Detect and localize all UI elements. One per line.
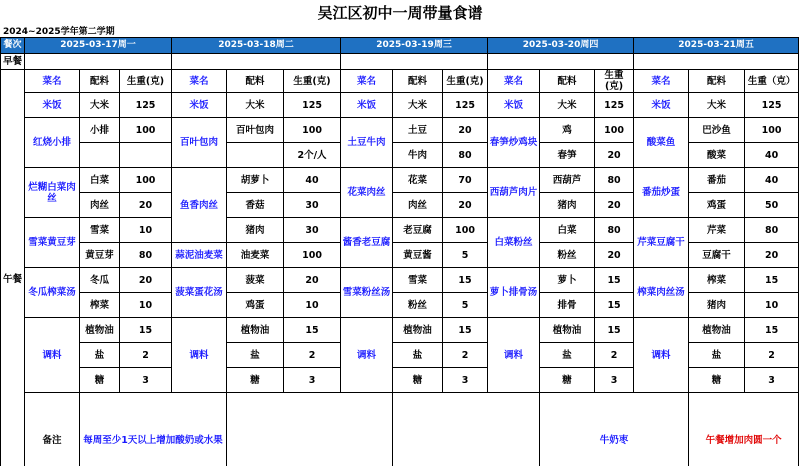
raw-weight: 15 [443,318,488,343]
ingredient: 菠菜 [227,268,284,293]
raw-weight: 2 [595,343,634,368]
raw-weight: 20 [120,193,172,218]
dish-name: 番茄炒蛋 [634,168,689,218]
raw-weight: 3 [595,368,634,393]
ingredient: 肉丝 [393,193,443,218]
dish-name: 花菜肉丝 [341,168,393,218]
ingredient: 黄豆芽 [80,243,120,268]
raw-weight: 20 [443,118,488,143]
ingredient: 黄豆酱 [393,243,443,268]
raw-weight: 20 [284,268,341,293]
ingredient-column-header: 配料 [80,70,120,93]
raw-weight: 2个/人 [284,143,341,168]
ingredient: 猪肉 [689,293,745,318]
ingredient: 雪菜 [393,268,443,293]
raw-weight: 15 [284,318,341,343]
raw-weight: 10 [120,218,172,243]
day-header: 2025-03-17周一 [25,38,172,54]
raw-weight: 125 [745,93,799,118]
ingredient: 猪肉 [540,193,595,218]
raw-weight: 40 [745,143,799,168]
remark-row [1,393,799,466]
ingredient: 鸡蛋 [689,193,745,218]
raw-weight: 100 [595,118,634,143]
ingredient: 糖 [393,368,443,393]
ingredient: 盐 [540,343,595,368]
ingredient: 白菜 [80,168,120,193]
dish-name: 米饭 [341,93,393,118]
lunch-label: 午餐 [1,70,25,466]
raw-weight: 40 [745,168,799,193]
ingredient: 糖 [689,368,745,393]
ingredient: 土豆 [393,118,443,143]
menu-row [1,318,799,343]
ingredient: 粉丝 [540,243,595,268]
dish-name: 红烧小排 [25,118,80,168]
ingredient: 植物油 [393,318,443,343]
raw-weight: 5 [443,243,488,268]
raw-weight: 3 [443,368,488,393]
raw-weight: 3 [284,368,341,393]
weight-column-header: 生重(克) [443,70,488,93]
raw-weight: 5 [443,293,488,318]
dish-name: 白菜粉丝 [488,218,540,268]
raw-weight: 10 [745,293,799,318]
dish-column-header: 菜名 [341,70,393,93]
weight-column-header: 生重（克） [745,70,799,93]
raw-weight: 10 [120,293,172,318]
dish-name: 烂糊白菜肉丝 [25,168,80,218]
raw-weight: 20 [120,268,172,293]
ingredient: 芹菜 [689,218,745,243]
day-header: 2025-03-18周二 [172,38,341,54]
raw-weight: 30 [284,193,341,218]
dish-name: 酸菜鱼 [634,118,689,168]
header-row [1,38,799,54]
raw-weight: 2 [745,343,799,368]
raw-weight: 2 [443,343,488,368]
ingredient: 大米 [80,93,120,118]
day-header: 2025-03-21周五 [634,38,799,54]
ingredient: 油麦菜 [227,243,284,268]
dish-name: 西葫芦肉片 [488,168,540,218]
dish-name: 酱香老豆腐 [341,218,393,268]
sub-header-row [1,70,799,93]
menu-row [1,268,799,293]
raw-weight: 3 [120,368,172,393]
raw-weight: 15 [595,318,634,343]
dish-name: 调料 [25,318,80,393]
ingredient: 大米 [689,93,745,118]
ingredient: 盐 [227,343,284,368]
raw-weight: 100 [443,218,488,243]
ingredient: 榨菜 [689,268,745,293]
ingredient: 糖 [80,368,120,393]
raw-weight: 15 [745,268,799,293]
day-header: 2025-03-20周四 [488,38,634,54]
dish-name: 榨菜肉丝汤 [634,268,689,318]
ingredient: 番茄 [689,168,745,193]
weight-column-header: 生重(克) [284,70,341,93]
breakfast-label: 早餐 [1,54,25,70]
ingredient: 盐 [689,343,745,368]
ingredient: 糖 [227,368,284,393]
dish-name: 调料 [341,318,393,393]
raw-weight: 80 [443,143,488,168]
ingredient-column-header: 配料 [227,70,284,93]
ingredient-column-header: 配料 [689,70,745,93]
ingredient: 冬瓜 [80,268,120,293]
raw-weight: 125 [120,93,172,118]
raw-weight: 2 [120,343,172,368]
meal-column-header: 餐次 [1,38,25,54]
dish-name: 土豆牛肉 [341,118,393,168]
ingredient: 盐 [80,343,120,368]
dish-column-header: 菜名 [634,70,689,93]
raw-weight: 20 [595,143,634,168]
ingredient: 胡萝卜 [227,168,284,193]
ingredient: 植物油 [80,318,120,343]
ingredient: 大米 [393,93,443,118]
raw-weight: 10 [284,293,341,318]
ingredient: 西葫芦 [540,168,595,193]
ingredient: 巴沙鱼 [689,118,745,143]
dish-name: 萝卜排骨汤 [488,268,540,318]
raw-weight: 125 [443,93,488,118]
menu-row [1,118,799,143]
ingredient: 猪肉 [227,218,284,243]
dish-name: 菠菜蛋花汤 [172,268,227,318]
menu-row [1,218,799,243]
ingredient: 排骨 [540,293,595,318]
day-header: 2025-03-19周三 [341,38,488,54]
raw-weight: 20 [595,243,634,268]
ingredient: 香菇 [227,193,284,218]
dish-column-header: 菜名 [172,70,227,93]
raw-weight: 80 [595,168,634,193]
raw-weight: 15 [443,268,488,293]
term-label: 2024~2025学年第二学期 [3,27,115,37]
day-remark: 午餐增加肉圆一个 [689,393,799,466]
raw-weight [120,143,172,168]
raw-weight: 50 [745,193,799,218]
ingredient: 糖 [540,368,595,393]
day-remark [227,393,393,466]
ingredient: 肉丝 [80,193,120,218]
ingredient: 雪菜 [80,218,120,243]
ingredient-column-header: 配料 [393,70,443,93]
breakfast-row [1,54,799,70]
raw-weight: 40 [284,168,341,193]
dish-name: 调料 [172,318,227,393]
ingredient: 大米 [227,93,284,118]
dish-name: 芹菜豆腐干 [634,218,689,268]
ingredient: 植物油 [540,318,595,343]
dish-name: 春笋炒鸡块 [488,118,540,168]
menu-row [1,93,799,118]
ingredient: 大米 [540,93,595,118]
menu-row [1,168,799,193]
dish-name: 冬瓜榨菜汤 [25,268,80,318]
raw-weight: 15 [595,293,634,318]
dish-name: 调料 [488,318,540,393]
ingredient: 花菜 [393,168,443,193]
ingredient: 老豆腐 [393,218,443,243]
day-remark [393,393,540,466]
raw-weight: 100 [120,168,172,193]
raw-weight: 20 [443,193,488,218]
ingredient: 鸡蛋 [227,293,284,318]
dish-name: 米饭 [634,93,689,118]
day-remark: 牛奶枣 [540,393,689,466]
weight-column-header: 生重(克) [120,70,172,93]
raw-weight: 30 [284,218,341,243]
ingredient: 豆腐干 [689,243,745,268]
ingredient: 酸菜 [689,143,745,168]
dish-name: 雪菜粉丝汤 [341,268,393,318]
ingredient: 白菜 [540,218,595,243]
raw-weight: 100 [745,118,799,143]
weight-column-header: 生重(克) [595,70,634,93]
day-remark: 每周至少1天以上增加酸奶或水果 [80,393,227,466]
raw-weight: 100 [120,118,172,143]
raw-weight: 125 [284,93,341,118]
dish-name: 鱼香肉丝 [172,168,227,243]
raw-weight: 100 [284,118,341,143]
dish-column-header: 菜名 [25,70,80,93]
ingredient: 萝卜 [540,268,595,293]
dish-column-header: 菜名 [488,70,540,93]
ingredient [227,143,284,168]
raw-weight: 70 [443,168,488,193]
ingredient: 百叶包肉 [227,118,284,143]
raw-weight: 20 [745,243,799,268]
ingredient: 春笋 [540,143,595,168]
raw-weight: 125 [595,93,634,118]
raw-weight: 80 [595,218,634,243]
ingredient: 鸡 [540,118,595,143]
raw-weight: 15 [595,268,634,293]
ingredient: 小排 [80,118,120,143]
ingredient-column-header: 配料 [540,70,595,93]
page-title: 吴江区初中一周带量食谱 [317,4,483,22]
raw-weight: 15 [745,318,799,343]
ingredient: 榨菜 [80,293,120,318]
ingredient: 盐 [393,343,443,368]
menu-table [0,37,799,466]
dish-name: 米饭 [25,93,80,118]
ingredient: 植物油 [689,318,745,343]
ingredient [80,143,120,168]
raw-weight: 80 [745,218,799,243]
dish-name: 百叶包肉 [172,118,227,168]
raw-weight: 80 [120,243,172,268]
dish-name: 米饭 [488,93,540,118]
dish-name: 雪菜黄豆芽 [25,218,80,268]
dish-name: 蒜泥油麦菜 [172,243,227,268]
raw-weight: 15 [120,318,172,343]
raw-weight: 3 [745,368,799,393]
ingredient: 植物油 [227,318,284,343]
dish-name: 调料 [634,318,689,393]
ingredient: 牛肉 [393,143,443,168]
ingredient: 粉丝 [393,293,443,318]
raw-weight: 100 [284,243,341,268]
raw-weight: 2 [284,343,341,368]
remark-label: 备注 [25,393,80,466]
raw-weight: 20 [595,193,634,218]
dish-name: 米饭 [172,93,227,118]
